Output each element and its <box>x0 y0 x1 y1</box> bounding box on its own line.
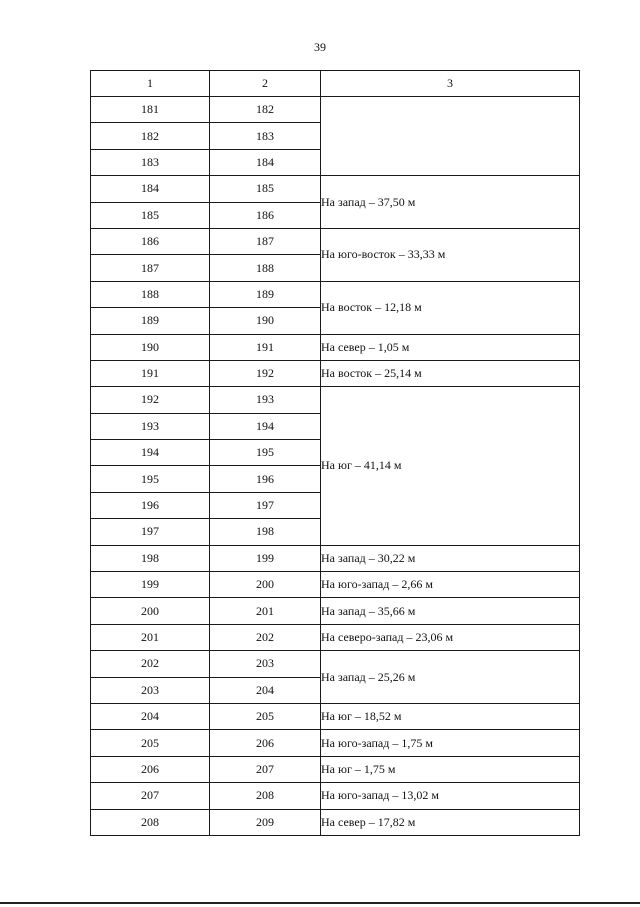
cell-direction-distance: На север – 17,82 м <box>321 809 580 835</box>
cell-to-point: 205 <box>210 703 321 729</box>
cell-to-point: 182 <box>210 97 321 123</box>
cell-from-point: 196 <box>91 492 210 518</box>
table-row <box>91 281 580 307</box>
cell-from-point: 206 <box>91 756 210 782</box>
cell-direction-distance <box>321 97 580 176</box>
column-header-3: 3 <box>321 71 580 97</box>
cell-from-point: 204 <box>91 703 210 729</box>
table-row <box>91 545 580 571</box>
page-number: 39 <box>314 40 326 54</box>
cell-from-point: 193 <box>91 413 210 439</box>
table-row <box>91 97 580 123</box>
cell-direction-distance: На восток – 25,14 м <box>321 360 580 386</box>
cell-to-point: 195 <box>210 440 321 466</box>
cell-from-point: 208 <box>91 809 210 835</box>
cell-from-point: 207 <box>91 783 210 809</box>
cell-direction-distance: На север – 1,05 м <box>321 334 580 360</box>
table-row <box>91 703 580 729</box>
page-bottom-rule <box>0 902 640 904</box>
cell-from-point: 182 <box>91 123 210 149</box>
table-row <box>91 624 580 650</box>
table-row <box>91 387 580 413</box>
cell-direction-distance: На восток – 12,18 м <box>321 281 580 334</box>
cell-to-point: 203 <box>210 651 321 677</box>
cell-to-point: 198 <box>210 519 321 545</box>
table-row <box>91 572 580 598</box>
cell-direction-distance: На юго-запад – 2,66 м <box>321 572 580 598</box>
cell-to-point: 200 <box>210 572 321 598</box>
cell-to-point: 206 <box>210 730 321 756</box>
cell-to-point: 207 <box>210 756 321 782</box>
cell-to-point: 184 <box>210 149 321 175</box>
cell-from-point: 183 <box>91 149 210 175</box>
table-row <box>91 730 580 756</box>
cell-from-point: 202 <box>91 651 210 677</box>
table-row <box>91 334 580 360</box>
cell-from-point: 190 <box>91 334 210 360</box>
cell-to-point: 189 <box>210 281 321 307</box>
cell-direction-distance: На юг – 1,75 м <box>321 756 580 782</box>
cell-from-point: 192 <box>91 387 210 413</box>
cell-from-point: 187 <box>91 255 210 281</box>
cell-direction-distance: На запад – 37,50 м <box>321 176 580 229</box>
cell-from-point: 186 <box>91 228 210 254</box>
cell-from-point: 201 <box>91 624 210 650</box>
cell-from-point: 189 <box>91 308 210 334</box>
cell-to-point: 187 <box>210 228 321 254</box>
cell-direction-distance: На юго-запад – 13,02 м <box>321 783 580 809</box>
cell-to-point: 204 <box>210 677 321 703</box>
cell-direction-distance: На запад – 25,26 м <box>321 651 580 704</box>
table-row <box>91 598 580 624</box>
table-row <box>91 176 580 202</box>
cell-from-point: 205 <box>91 730 210 756</box>
cell-to-point: 197 <box>210 492 321 518</box>
cell-from-point: 181 <box>91 97 210 123</box>
table-header-row <box>91 71 580 97</box>
column-header-2: 2 <box>210 71 321 97</box>
cell-direction-distance: На запад – 35,66 м <box>321 598 580 624</box>
cell-to-point: 186 <box>210 202 321 228</box>
table-row <box>91 783 580 809</box>
cell-to-point: 209 <box>210 809 321 835</box>
column-header-1: 1 <box>91 71 210 97</box>
cell-to-point: 190 <box>210 308 321 334</box>
table-row <box>91 809 580 835</box>
cell-from-point: 200 <box>91 598 210 624</box>
cell-to-point: 208 <box>210 783 321 809</box>
cell-direction-distance: На юг – 18,52 м <box>321 703 580 729</box>
cell-to-point: 185 <box>210 176 321 202</box>
cell-to-point: 193 <box>210 387 321 413</box>
cell-to-point: 202 <box>210 624 321 650</box>
cell-from-point: 195 <box>91 466 210 492</box>
cell-from-point: 199 <box>91 572 210 598</box>
cell-to-point: 194 <box>210 413 321 439</box>
cell-direction-distance: На северо-запад – 23,06 м <box>321 624 580 650</box>
table-row <box>91 756 580 782</box>
cell-direction-distance: На юго-запад – 1,75 м <box>321 730 580 756</box>
cell-direction-distance: На запад – 30,22 м <box>321 545 580 571</box>
cell-to-point: 188 <box>210 255 321 281</box>
coordinates-table <box>90 70 580 836</box>
cell-to-point: 191 <box>210 334 321 360</box>
cell-from-point: 184 <box>91 176 210 202</box>
cell-from-point: 185 <box>91 202 210 228</box>
cell-from-point: 197 <box>91 519 210 545</box>
cell-to-point: 199 <box>210 545 321 571</box>
cell-direction-distance: На юго-восток – 33,33 м <box>321 228 580 281</box>
cell-to-point: 183 <box>210 123 321 149</box>
cell-to-point: 192 <box>210 360 321 386</box>
cell-from-point: 198 <box>91 545 210 571</box>
cell-from-point: 191 <box>91 360 210 386</box>
table-row <box>91 228 580 254</box>
cell-direction-distance: На юг – 41,14 м <box>321 387 580 545</box>
table-row <box>91 651 580 677</box>
table-body <box>91 97 580 836</box>
cell-from-point: 203 <box>91 677 210 703</box>
cell-to-point: 201 <box>210 598 321 624</box>
table-row <box>91 360 580 386</box>
cell-from-point: 194 <box>91 440 210 466</box>
cell-to-point: 196 <box>210 466 321 492</box>
cell-from-point: 188 <box>91 281 210 307</box>
